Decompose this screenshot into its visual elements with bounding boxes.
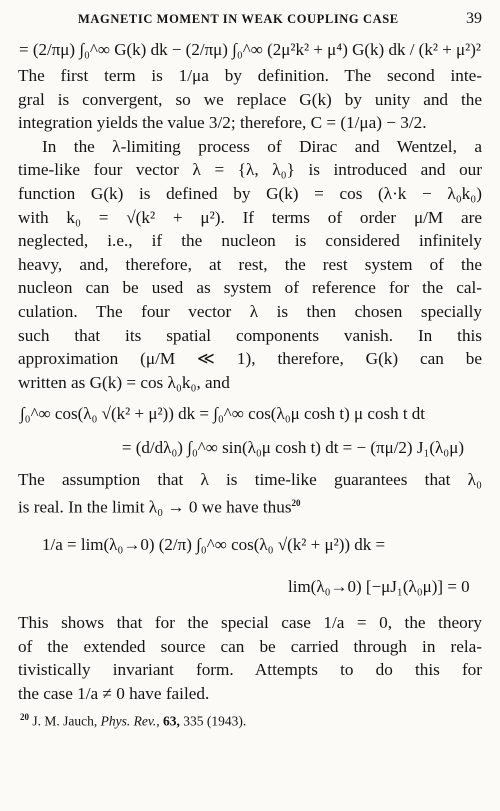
footnote-reference: 20 [291, 497, 301, 508]
footnote-marker: 20 [20, 711, 29, 722]
page-number: 39 [466, 10, 482, 27]
paragraph-3 [18, 468, 482, 519]
footnote [18, 712, 482, 730]
text-line: nucleon can be used as system of reference for the cal- [18, 278, 482, 298]
text-line: The assumption that λ is time-like guarantees that λ₀ [18, 470, 482, 490]
equation-2-line-2: = (d/dλ₀) ∫₀^∞ sin(λ₀μ cosh t) dt = − (πμ/2) J₁(λ₀μ) [121, 438, 464, 458]
text-line: This shows that for the special case 1/a = 0, the theory [18, 613, 482, 633]
paragraph-4 [18, 611, 482, 705]
footnote-author: J. M. Jauch, [32, 713, 98, 729]
text-line: the case 1/a ≠ 0 have failed. [18, 684, 210, 704]
text-line: written as G(k) = cos λ₀k₀, and [18, 372, 230, 392]
equation-1: = (2/πμ) ∫₀^∞ G(k) dk − (2/πμ) ∫₀^∞ (2μ²k² + μ⁴) G(k) dk / (k² + μ²)² [18, 40, 481, 59]
paragraph-1 [18, 64, 482, 135]
equation-2-line-1: ∫₀^∞ cos(λ₀ √(k² + μ²)) dk = ∫₀^∞ cos(λ₀μ cosh t) μ cosh t dt [20, 404, 426, 424]
text-line: function G(k) is defined by G(k) = cos (λ·k − λ₀k₀) [18, 183, 482, 203]
equation-3-line-2: lim(λ₀→0) [−μJ₁(λ₀μ)] = 0 [288, 577, 470, 597]
text-line: of the extended source can be carried through in rela- [18, 636, 482, 656]
text-line: neglected, i.e., if the nucleon is considered infinitely [18, 231, 482, 251]
text-line: approximation (μ/M ≪ 1), therefore, G(k) can be [18, 349, 482, 369]
text-line: culation. The four vector λ is then chosen specially [18, 301, 482, 321]
text-line: integration yields the value 3/2; therefore, C = (1/μa) − 3/2. [18, 113, 427, 133]
equation-3-line-1: 1/a = lim(λ₀→0) (2/π) ∫₀^∞ cos(λ₀ √(k² + μ²)) dk = [42, 535, 386, 555]
text-line: gral is convergent, so we replace G(k) by unity and the [18, 89, 482, 109]
text-line: The first term is 1/μa by definition. The second inte- [18, 66, 482, 85]
text-line: heavy, and, therefore, at rest, the rest system of the [18, 254, 482, 274]
paragraph-2 [18, 135, 482, 395]
text-line: time-like four vector λ = {λ, λ₀} is introduced and our [18, 160, 482, 180]
running-title: MAGNETIC MOMENT IN WEAK COUPLING CASE [78, 12, 399, 26]
footnote-volume: 63, [162, 713, 180, 729]
footnote-journal: Phys. Rev., [100, 713, 160, 729]
text-line: tivistically invariant form. Attempts to do this for [18, 660, 482, 680]
text-line-content: is real. In the limit λ₀ → 0 we have thus [18, 497, 292, 517]
text-line: with k₀ = √(k² + μ²). If terms of order μ/M are [18, 207, 482, 227]
text-line: In the λ-limiting process of Dirac and Wentzel, a [42, 136, 482, 156]
footnote-pages-year: 335 (1943). [183, 713, 247, 729]
text-line [18, 492, 482, 519]
page-header [18, 10, 482, 36]
text-line: such that its spatial components vanish. In this [18, 325, 482, 345]
